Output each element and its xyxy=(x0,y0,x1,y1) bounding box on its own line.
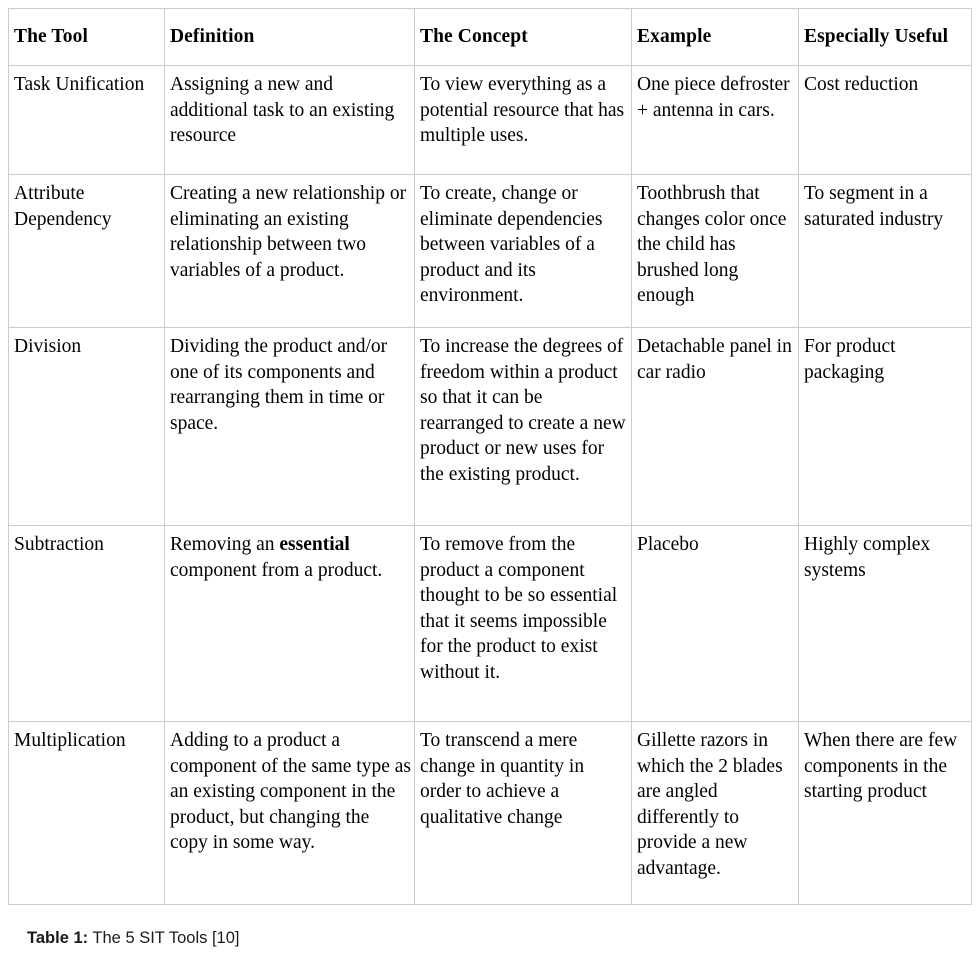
caption-label: Table 1: xyxy=(27,929,89,947)
definition-emphasis: essential xyxy=(279,534,350,555)
cell-especially-useful: To segment in a saturated industry xyxy=(799,175,972,328)
table-row xyxy=(9,66,972,175)
table-row xyxy=(9,175,972,328)
cell-concept: To increase the degrees of freedom within a product so that it can be rearranged to create a new product or new uses for the existing product. xyxy=(415,328,632,526)
cell-example: Placebo xyxy=(632,526,799,722)
caption-text: The 5 SIT Tools [10] xyxy=(88,929,240,947)
table-caption xyxy=(27,928,240,948)
cell-definition xyxy=(165,328,415,526)
cell-concept: To view everything as a potential resource that has multiple uses. xyxy=(415,66,632,175)
cell-definition xyxy=(165,175,415,328)
definition-text: Assigning a new and additional task to an existing resource xyxy=(170,74,395,146)
cell-definition xyxy=(165,66,415,175)
cell-especially-useful: Cost reduction xyxy=(799,66,972,175)
table-row xyxy=(9,722,972,905)
cell-especially-useful: Highly complex systems xyxy=(799,526,972,722)
cell-example: Toothbrush that changes color once the child has brushed long enough xyxy=(632,175,799,328)
table-row xyxy=(9,526,972,722)
cell-example: One piece defroster + antenna in cars. xyxy=(632,66,799,175)
definition-text-tail: component from a product. xyxy=(170,559,383,581)
table-body xyxy=(9,66,972,905)
table-header xyxy=(9,9,972,66)
definition-text: Dividing the product and/or one of its components and rearranging them in time or space. xyxy=(170,336,388,434)
cell-especially-useful: For product packaging xyxy=(799,328,972,526)
cell-example: Detachable panel in car radio xyxy=(632,328,799,526)
sit-tools-table xyxy=(8,8,972,905)
definition-text: Adding to a product a component of the same type as an existing component in the product, but changing the copy in some way. xyxy=(170,730,411,853)
column-header-tool: The Tool xyxy=(9,9,165,66)
cell-definition xyxy=(165,722,415,905)
column-header-especially-useful: Especially Useful xyxy=(799,9,972,66)
cell-tool: Multiplication xyxy=(9,722,165,905)
cell-concept: To create, change or eliminate dependencies between variables of a product and its environment. xyxy=(415,175,632,328)
cell-tool: Subtraction xyxy=(9,526,165,722)
definition-text: Removing an xyxy=(170,534,280,555)
sit-tools-table-wrapper xyxy=(8,8,971,905)
cell-example: Gillette razors in which the 2 blades are angled differently to provide a new advantage. xyxy=(632,722,799,905)
column-header-example: Example xyxy=(632,9,799,66)
cell-tool: Task Unification xyxy=(9,66,165,175)
cell-tool: Attribute Dependency xyxy=(9,175,165,328)
cell-especially-useful: When there are few components in the starting product xyxy=(799,722,972,905)
column-header-definition: Definition xyxy=(165,9,415,66)
column-header-concept: The Concept xyxy=(415,9,632,66)
cell-definition xyxy=(165,526,415,722)
cell-tool: Division xyxy=(9,328,165,526)
cell-concept: To remove from the product a component thought to be so essential that it seems impossible for the product to exist without it. xyxy=(415,526,632,722)
cell-concept: To transcend a mere change in quantity in order to achieve a qualitative change xyxy=(415,722,632,905)
table-header-row xyxy=(9,9,972,66)
table-row xyxy=(9,328,972,526)
definition-text: Creating a new relationship or eliminating an existing relationship between two variables of a product. xyxy=(170,183,407,281)
